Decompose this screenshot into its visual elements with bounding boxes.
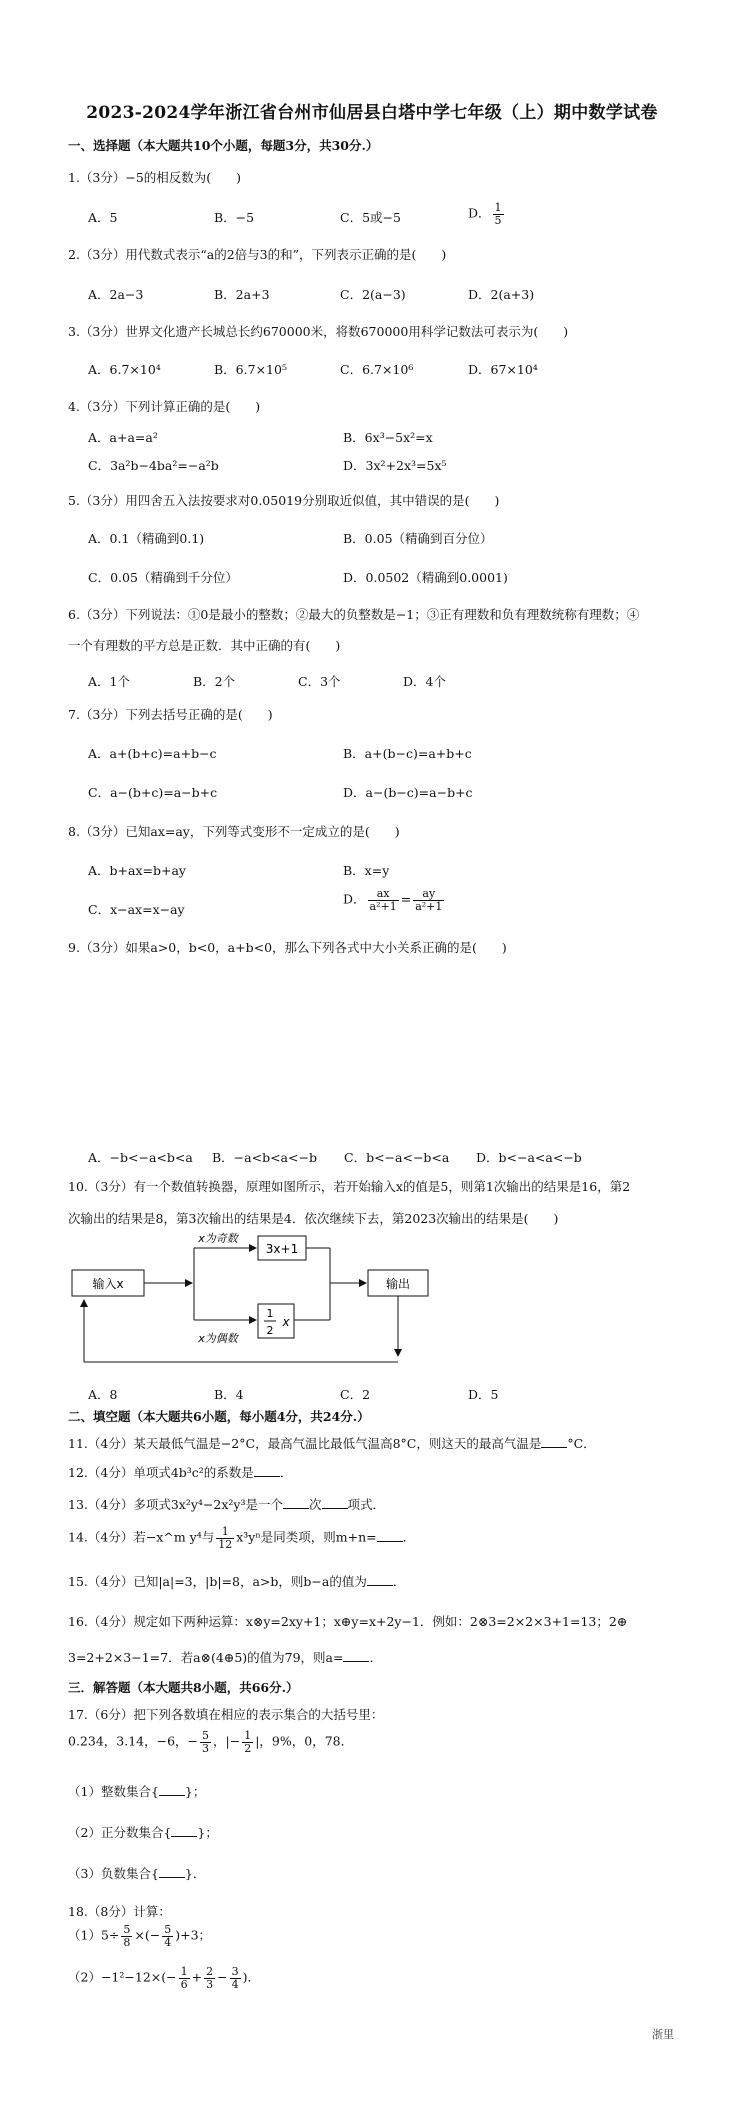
question-6-stem-line1: 6.（3分）下列说法：①0是最小的整数；②最大的负整数是−1；③正有理数和负有理数统称有理数；④ [68,607,640,622]
section-heading-fill: 二、填空题（本大题共6小题，每小题4分，共24分.） [68,1409,370,1424]
question-18-part-2: （2）−1²−12×(− $\frac{1}{6}$ + $\frac{2}{3}$ − $\frac{3}{4}$ )． [68,1965,260,1991]
q1-option-b: B．−5 [214,210,255,225]
q10-option-c: C．2 [340,1387,371,1402]
question-14: 14.（4分）若−x^m y⁴与 $\frac{1}{12}$ x³yⁿ是同类项，则m+n= ． [68,1525,416,1551]
question-5-stem: 5.（3分）用四舍五入法按要求对0.05019分别取近似值，其中错误的是( ) [68,493,500,508]
answer-blank [283,1498,309,1509]
q7-option-b: B．a+(b−c)=a+b+c [343,746,472,761]
q6-option-b: B．2个 [193,674,236,689]
answer-blank [377,1531,403,1542]
q7-option-c: C．a−(b+c)=a−b+c [88,785,218,800]
section-heading-solve: 三．解答题（本大题共8小题，共66分.） [68,1680,299,1695]
question-18-part-1: （1）5÷ $\frac{5}{8}$ ×(− $\frac{5}{4}$ )+3； [68,1923,212,1949]
question-17-stem: 17.（6分）把下列各数填在相应的表示集合的大括号里： [68,1707,384,1722]
odd-label: x为奇数 [198,1232,238,1245]
question-12: 12.（4分）单项式4b³c²的系数是 ． [68,1465,293,1480]
question-16-line2: 3=2+2×3−1=7．若a⊗(4⊕5)的值为79，则a= ． [68,1650,382,1665]
half-numerator: 1 [266,1307,274,1320]
q3-option-d: D．67×10⁴ [468,362,538,377]
converter-flow-diagram [60,1228,480,1378]
question-18-stem: 18.（8分）计算： [68,1904,171,1919]
q10-option-a: A．8 [88,1387,118,1402]
q2-option-c: C．2(a−3) [340,287,406,302]
section-heading-choice: 一、选择题（本大题共10个小题，每题3分，共30分.） [68,138,379,153]
q5-option-d: D．0.0502（精确到0.0001) [343,570,508,585]
q7-option-a: A．a+(b+c)=a+b−c [88,746,217,761]
answer-blank [254,1466,280,1477]
question-10-stem-line2: 次输出的结果是8，第3次输出的结果是4．依次继续下去，第2023次输出的结果是( ) [68,1211,559,1226]
q4-option-c: C．3a²b−4ba²=−a²b [88,458,219,473]
q7-option-d: D．a−(b−c)=a−b+c [343,785,473,800]
q2-option-a: A．2a−3 [88,287,144,302]
question-1-stem: 1.（3分）−5的相反数为( ) [68,170,242,185]
q9-option-b: B．−a<b<a<−b [212,1150,317,1165]
q3-option-a: A．6.7×10⁴ [88,362,161,377]
page-footer: 浙里 [652,2028,674,2041]
question-13: 13.（4分）多项式3x²y⁴−2x²y³是一个 次 项式． [68,1497,386,1512]
q6-option-d: D．4个 [403,674,446,689]
q9-option-c: C．b<−a<−b<a [344,1150,450,1165]
page-title: 2023-2024学年浙江省台州市仙居县白塔中学七年级（上）期中数学试卷 [86,103,658,123]
formula-label: 3x+1 [265,1242,299,1256]
q4-option-b: B．6x³−5x²=x [343,430,433,445]
question-4-stem: 4.（3分）下列计算正确的是( ) [68,399,261,414]
question-17-negative-set: （3）负数集合{ }． [68,1866,206,1881]
q8-option-a: A．b+ax=b+ay [88,863,186,878]
half-variable: x [282,1315,290,1329]
question-9-stem: 9.（3分）如果a>0，b<0，a+b<0，那么下列各式中大小关系正确的是( ) [68,940,507,955]
q1-option-a: A．5 [88,210,118,225]
question-17-integer-set: （1）整数集合{ }； [68,1784,206,1799]
q1-option-d: D． $\frac{1}{5}$ [468,201,502,227]
question-16-line1: 16.（4分）规定如下两种运算：x⊗y=2xy+1；x⊕y=x+2y−1．例如：2⊗3=2×2×3+1=13；2⊕ [68,1614,628,1629]
q4-option-a: A．a+a=a² [88,430,158,445]
answer-blank [541,1437,567,1448]
q3-option-c: C．6.7×10⁶ [340,362,414,377]
question-6-stem-line2: 一个有理数的平方总是正数．其中正确的有( ) [68,638,341,653]
even-label: x为偶数 [198,1332,238,1345]
q8-option-d: D． $\frac{ax}{\text{a²+1}}$ = $\frac{ay}{\text{a²+1}}$ [343,887,443,913]
q9-option-a: A．−b<−a<b<a [88,1150,193,1165]
answer-blank [159,1785,185,1796]
answer-blank [159,1867,185,1878]
q10-option-b: B．4 [214,1387,244,1402]
input-label: 输入x [92,1277,124,1291]
q2-option-b: B．2a+3 [214,287,270,302]
question-17-positive-fraction-set: （2）正分数集合{ }； [68,1825,218,1840]
question-3-stem: 3.（3分）世界文化遗产长城总长约670000米，将数670000用科学记数法可表示为( ) [68,324,569,339]
q2-option-d: D．2(a+3) [468,287,535,302]
q6-option-c: C．3个 [298,674,341,689]
q8-option-c: C．x−ax=x−ay [88,902,185,917]
question-17-numbers: 0.234，3.14，−6，− $\frac{5}{3}$ ，|− $\frac{1}{2}$ |，9%，0，78． [68,1729,354,1755]
q3-option-b: B．6.7×10⁵ [214,362,287,377]
answer-blank [171,1826,197,1837]
answer-blank [367,1575,393,1586]
output-label: 输出 [385,1277,411,1291]
question-7-stem: 7.（3分）下列去括号正确的是( ) [68,707,273,722]
question-2-stem: 2.（3分）用代数式表示“a的2倍与3的和”，下列表示正确的是( ) [68,247,447,262]
q4-option-d: D．3x²+2x³=5x⁵ [343,458,447,473]
q8-option-b: B．x=y [343,863,390,878]
q5-option-b: B．0.05（精确到百分位） [343,531,493,546]
answer-blank [343,1651,369,1662]
q1-option-c: C．5或−5 [340,210,401,225]
q10-option-d: D．5 [468,1387,499,1402]
q5-option-c: C．0.05（精确到千分位） [88,570,238,585]
q6-option-a: A．1个 [88,674,130,689]
question-8-stem: 8.（3分）已知ax=ay，下列等式变形不一定成立的是( ) [68,824,400,839]
question-11: 11.（4分）某天最低气温是−2°C，最高气温比最低气温高8°C，则这天的最高气温是 °C． [68,1436,596,1451]
q5-option-a: A．0.1（精确到0.1) [88,531,205,546]
half-denominator: 2 [266,1324,274,1337]
question-10-stem-line1: 10.（3分）有一个数值转换器，原理如图所示，若开始输入x的值是5，则第1次输出的结果是16，第2 [68,1179,631,1194]
q9-option-d: D．b<−a<a<−b [476,1150,582,1165]
question-15: 15.（4分）已知|a|=3，|b|=8，a>b，则b−a的值为 ． [68,1574,406,1589]
answer-blank [322,1498,348,1509]
